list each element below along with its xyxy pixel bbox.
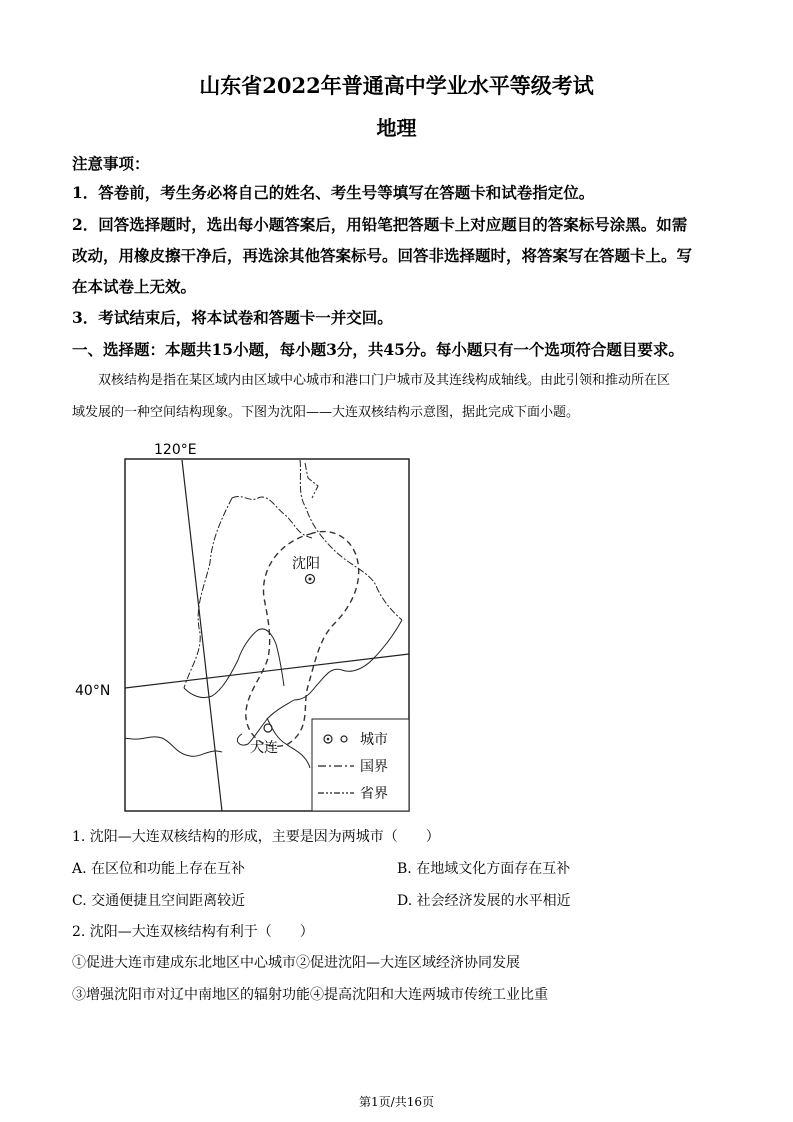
passage-line-2: 域发展的一种空间结构现象。下图为沈阳——大连双核结构示意图，据此完成下面小题。 [72,405,580,420]
q1-option-b: B. 在地域文化方面存在互补 [397,861,571,877]
page-footer: 第1页/共16页 [359,1095,434,1109]
subject-title: 地理 [376,116,417,140]
legend-province-label: 省界 [360,786,388,802]
q2-stem: 2. 沈阳—大连双核结构有利于（ ） [72,924,314,940]
legend-city-label: 城市 [360,732,388,748]
notice-item-2-line-1: 2．回答选择题时，选出每小题答案后，用铅笔把答题卡上对应题目的答案标号涂黑。如需 [72,215,688,234]
q1-option-a: A. 在区位和功能上存在互补 [72,861,246,877]
exam-title: 山东省2022年普通高中学业水平等级考试 [199,73,594,98]
shenyang-label: 沈阳 [292,556,320,572]
q2-statements-line-1: ①促进大连市建成东北地区中心城市②促进沈阳—大连区域经济协同发展 [72,955,520,971]
notice-item-1: 1．答卷前，考生务必将自己的姓名、考生号等填写在答题卡和试卷指定位。 [72,183,595,202]
dalian-label: 大连 [250,740,278,756]
section-heading: 一、选择题：本题共15小题，每小题3分，共45分。每小题只有一个选项符合题目要求。 [72,340,684,359]
map-legend [312,719,409,811]
notice-heading: 注意事项： [72,154,150,173]
latitude-label: 40°N [75,683,111,699]
q2-statements-line-2: ③增强沈阳市对辽中南地区的辐射功能④提高沈阳和大连两城市传统工业比重 [72,987,548,1003]
legend-national-label: 国界 [360,759,388,775]
q1-stem: 1. 沈阳—大连双核结构的形成，主要是因为两城市（ ） [72,829,440,845]
notice-item-2-line-3: 在本试卷上无效。 [72,277,197,296]
passage-line-1: 双核结构是指在某区域内由区域中心城市和港口门户城市及其连线构成轴线。由此引领和推动所在区 [98,373,671,388]
shenyang-dalian-map [72,438,442,818]
notice-item-2-line-2: 改动，用橡皮擦干净后，再选涂其他答案标号。回答非选择题时，将答案写在答题卡上。写 [72,246,693,265]
notice-item-3: 3．考试结束后，将本试卷和答题卡一并交回。 [72,308,393,327]
longitude-label: 120°E [154,442,197,458]
q1-option-d: D. 社会经济发展的水平相近 [397,893,571,909]
q1-option-c: C. 交通便捷且空间距离较近 [72,893,246,909]
